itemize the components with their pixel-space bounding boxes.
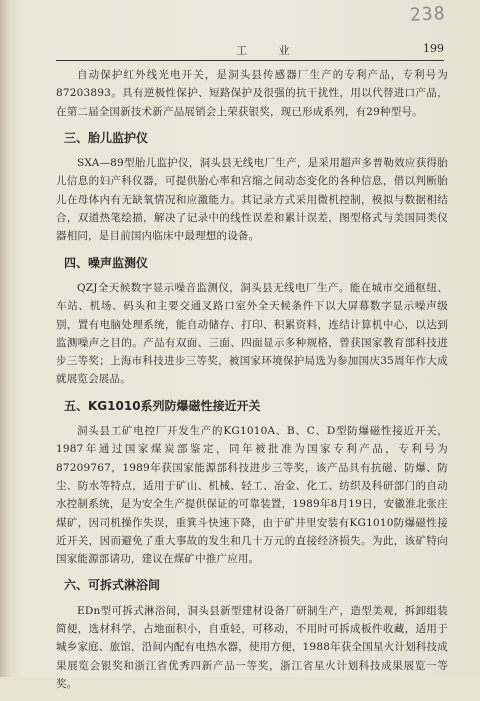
running-header xyxy=(56,40,444,61)
section-paragraph-shower-room: EDn型可拆式淋浴间，洞头县新型建材设备厂研制生产，造型美观，拆卸组装简便，选材科学，占地面积小，自重轻，可移动，不用时可拆成板件收藏，适用于城乡家庭、旅馆，沿间内配有电热水器，使用方便，1988年获全国星火计划科技成果展览会银奖和浙江省优秀四新产品一等奖，浙江省星火计划科技成果展览一等奖。 xyxy=(56,604,448,690)
binding-shadow xyxy=(0,0,10,677)
section-heading-proximity-switch: 五、KG1010系列防爆磁性接近开关 xyxy=(64,398,261,413)
section-paragraph-noise-monitor: QZJ全天候数字显示噪音监测仪，洞头县无线电厂生产。能在城市交通枢纽、车站、机场、码头和主要交通叉路口室外全天候条件下以大屏幕数字显示噪声级别，置有电脑处理系统，能自动储存、打印、积累资料，连结计算机中心，以达到监测噪声之目的。产品有双面、三面、四面显示多种规格，曾获国家教育部科技进步三等奖；上海市科技进步三等奖，被国家环境保护局选为参加国庆35周年作大成就展览会展品。 xyxy=(56,281,448,386)
section-heading-shower-room: 六、可拆式淋浴间 xyxy=(64,578,161,593)
section-heading-fetal-monitor: 三、胎儿监护仪 xyxy=(64,130,149,145)
section-heading-noise-monitor: 四、噪声监测仪 xyxy=(64,255,149,270)
header-section-title: 工 业 xyxy=(236,44,304,57)
page-number: 199 xyxy=(423,42,444,55)
page-content xyxy=(56,66,448,701)
handwritten-page-number: 238 xyxy=(409,3,447,26)
intro-paragraph: 自动保护红外线光电开关，是洞头县传感器厂生产的专利产品，专利号为87203893。具有逆极性保护、短路保护及很强的抗干扰性，用以代替进口产品，在第二届全国新技术新产品展销会上荣获银奖，现已形成系列，有29种型号。 xyxy=(56,69,448,118)
section-paragraph-proximity-switch: 洞头县工矿电控厂开发生产的KG1010A、B、C、D型防爆磁性接近开关，1987年通过国家煤炭部鉴定，同年被批准为国家专利产品，专利号为87209767，1989年获国家能源部科技进步三等奖，该产品具有抗磁、防爆、防尘、防水等特点，适用于矿山、机械、轻工、冶金、化工、纺织及科研部门的自动水控制系统，是为安全生产提供保证的可靠装置，1989年8月19日，安徽淮北张庄煤矿，因司机操作失误，重箕斗快速下降，由于矿井里安装有KG1010防爆磁性接近开关，因而避免了重大事故的发生和几十万元的直接经济损失。为此，该矿特向国家能源部请功，建议在煤矿中推广应用。 xyxy=(56,425,448,566)
section-paragraph-fetal-monitor: SXA—89型胎儿监护仪，洞头县无线电厂生产，是采用超声多普勒效应获得胎儿信息的妇产科仪器，可提供胎心率和宫缩之间动态变化的各种信息，借以判断胎儿在母体内有无缺氧情况和应激能力。其记录方式采用微机控制，模拟与数据相结合，双道热笔绘描，解决了记录中的线性误差和累计误差，图型格式与美国同类仪器相同，是目前国内临床中最理想的设备。 xyxy=(56,157,448,243)
